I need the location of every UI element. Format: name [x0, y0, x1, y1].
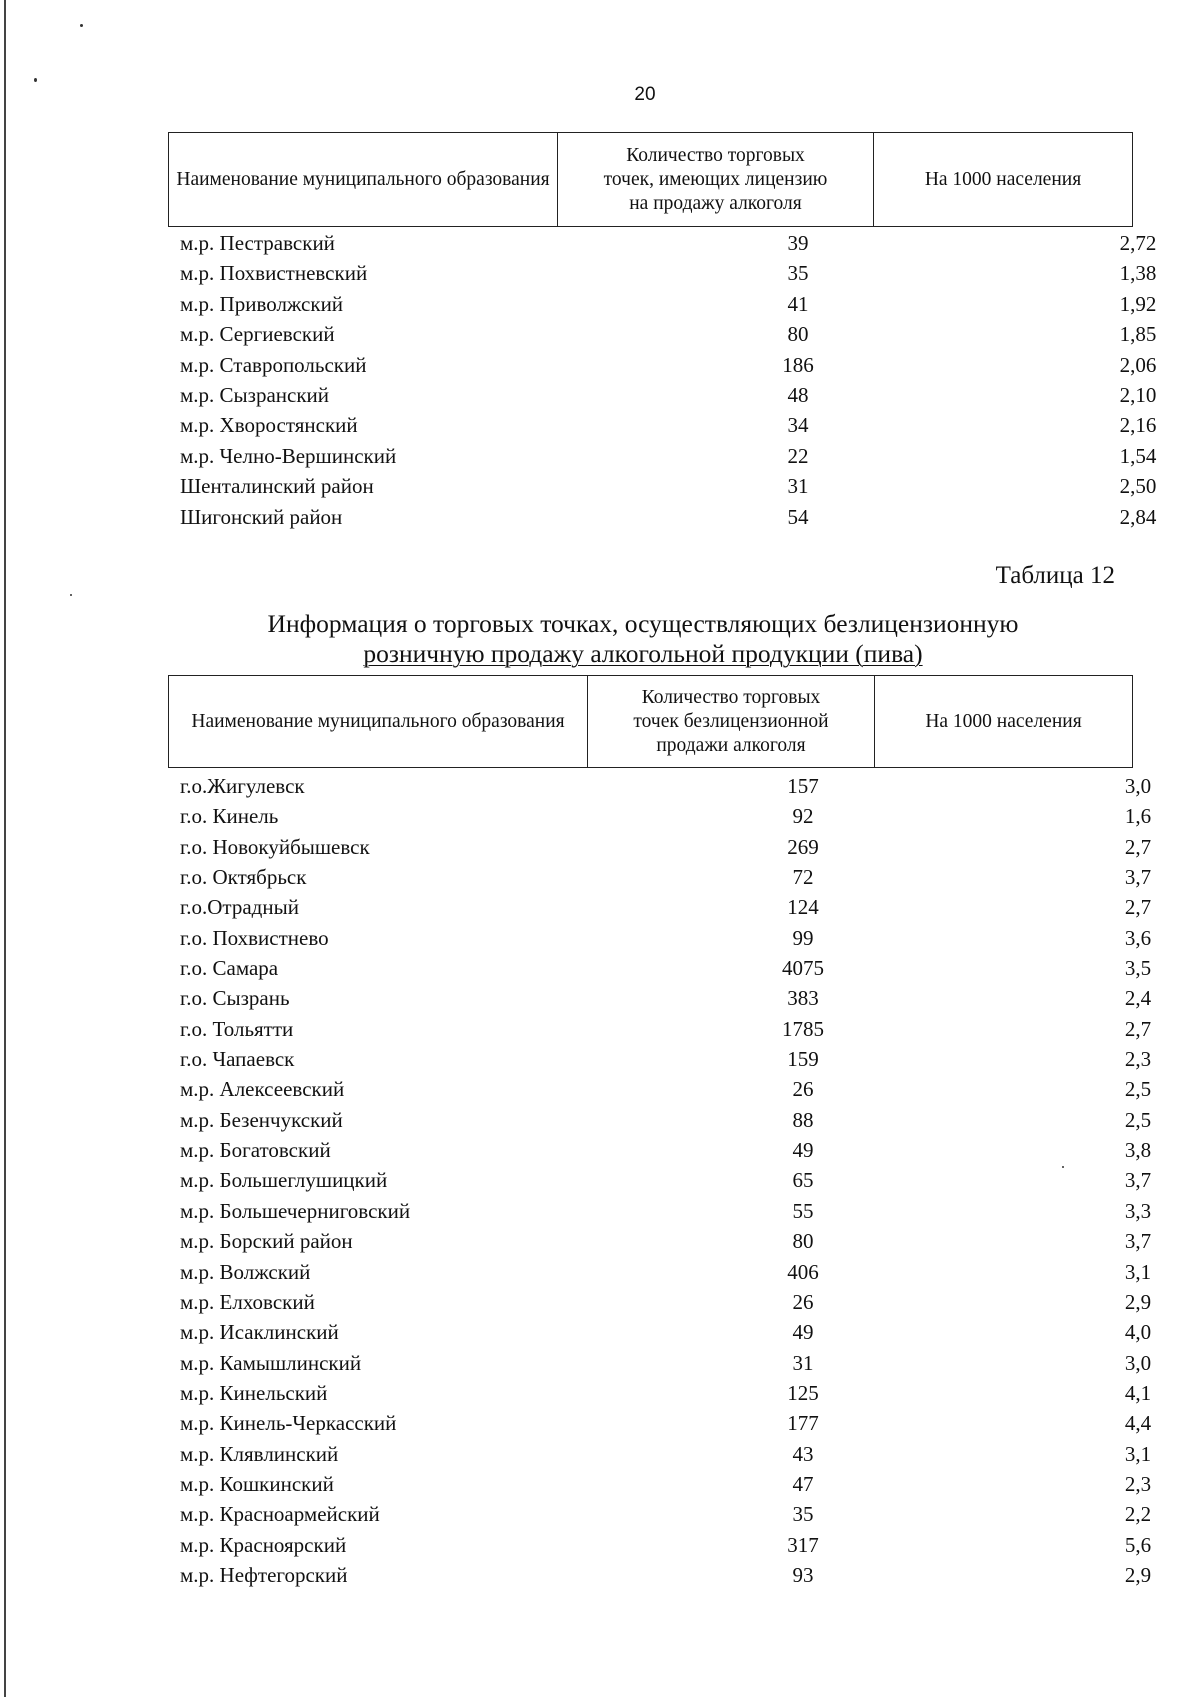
row-count: 80	[792, 1229, 814, 1254]
table-row	[168, 319, 1157, 349]
row-name: м.р. Борский район	[180, 1229, 353, 1254]
table-row	[168, 771, 1152, 801]
header-count-cell	[588, 676, 875, 768]
row-name: г.о. Похвистнево	[180, 925, 329, 950]
row-count: 48	[787, 382, 809, 407]
row-count: 80	[787, 322, 809, 347]
table-row	[168, 801, 1152, 831]
header-per1000-cell	[875, 676, 1133, 768]
table-row	[168, 1408, 1152, 1438]
row-count: 65	[792, 1168, 814, 1193]
row-per-1000: 2,06	[1119, 352, 1157, 377]
row-count: 72	[792, 865, 814, 890]
row-name: Шигонский район	[180, 504, 343, 529]
row-name: м.р. Хворостянский	[180, 413, 358, 438]
row-name: м.р. Большечерниговский	[180, 1198, 411, 1223]
row-name: м.р. Похвистневский	[180, 261, 368, 286]
row-name: м.р. Кинель-Черкасский	[180, 1411, 397, 1436]
row-name: м.р. Кинельский	[180, 1380, 328, 1405]
row-per-1000: 3,5	[1124, 956, 1152, 981]
row-name: м.р. Волжский	[180, 1259, 311, 1284]
row-per-1000: 1,92	[1119, 291, 1157, 316]
row-name: м.р. Сергиевский	[180, 322, 335, 347]
row-count: 35	[787, 261, 809, 286]
table-12-label: Таблица 12	[995, 562, 1115, 589]
row-count: 55	[792, 1198, 814, 1223]
table-row	[168, 1074, 1152, 1104]
row-count: 35	[792, 1502, 814, 1527]
table-row	[168, 1014, 1152, 1044]
row-count: 269	[787, 834, 819, 859]
row-count: 39	[787, 231, 809, 255]
table-row	[168, 862, 1152, 892]
table-12-header	[168, 675, 1133, 768]
table-12-body	[168, 771, 1152, 1590]
table-row	[168, 1287, 1152, 1317]
row-count: 177	[787, 1411, 819, 1436]
row-name: м.р. Красноармейский	[180, 1502, 380, 1527]
header-count-line: точек, имеющих лицензию	[603, 168, 828, 190]
row-name: м.р. Сызранский	[180, 382, 330, 407]
row-per-1000: 1,6	[1124, 804, 1152, 829]
table-row	[168, 1317, 1152, 1347]
row-count: 317	[787, 1532, 819, 1557]
row-per-1000: 2,9	[1124, 1289, 1152, 1314]
row-count: 31	[792, 1350, 814, 1375]
row-name: г.о. Октябрьск	[180, 865, 307, 890]
row-count: 22	[787, 443, 809, 468]
table-row	[168, 1257, 1152, 1287]
row-name: м.р. Богатовский	[180, 1138, 331, 1163]
table-row	[168, 1165, 1152, 1195]
row-per-1000: 2,4	[1124, 986, 1152, 1011]
table-row	[168, 953, 1152, 983]
row-count: 49	[792, 1138, 814, 1163]
row-name: г.о. Чапаевск	[180, 1047, 295, 1072]
row-name: м.р. Клявлинский	[180, 1441, 339, 1466]
row-count: 26	[792, 1077, 814, 1102]
row-name: м.р. Безенчукский	[180, 1107, 343, 1132]
table-row	[168, 441, 1157, 471]
row-per-1000: 2,3	[1124, 1047, 1152, 1072]
table-row	[168, 502, 1157, 532]
row-name: г.о. Тольятти	[180, 1016, 294, 1041]
row-name: г.о. Кинель	[180, 804, 279, 829]
row-per-1000: 4,0	[1124, 1320, 1152, 1345]
row-name: г.о. Самара	[180, 956, 279, 981]
table-row	[168, 1044, 1152, 1074]
header-name-cell	[169, 133, 558, 227]
table-row	[168, 1378, 1152, 1408]
row-per-1000: 3,7	[1124, 1229, 1152, 1254]
table-12-title-line: розничную продажу алкогольной продукции (пива)	[363, 639, 923, 668]
row-name: г.о.Жигулевск	[180, 774, 305, 798]
table-row	[168, 258, 1157, 288]
row-per-1000: 2,10	[1119, 382, 1157, 407]
table-row	[168, 1196, 1152, 1226]
table-row	[168, 923, 1152, 953]
row-per-1000: 1,38	[1119, 261, 1157, 286]
table-row	[168, 1560, 1152, 1590]
scan-speck	[80, 24, 83, 27]
header-count-line: на продажу алкоголя	[629, 192, 802, 214]
table-row	[168, 380, 1157, 410]
row-per-1000: 3,1	[1124, 1441, 1152, 1466]
header-count-line: Количество торговых	[626, 144, 805, 166]
row-per-1000: 2,5	[1124, 1077, 1152, 1102]
row-count: 157	[787, 774, 819, 798]
header-count-line: продажи алкоголя	[656, 734, 806, 756]
row-name: м.р. Пестравский	[180, 231, 335, 255]
scan-speck	[70, 594, 72, 596]
row-per-1000: 4,4	[1124, 1411, 1152, 1436]
row-count: 26	[792, 1289, 814, 1314]
row-name: г.о. Новокуйбышевск	[180, 834, 370, 859]
row-count: 1785	[782, 1016, 824, 1041]
table-row	[168, 228, 1157, 258]
row-count: 383	[787, 986, 819, 1011]
row-per-1000: 3,1	[1124, 1259, 1152, 1284]
row-per-1000: 2,84	[1119, 504, 1157, 529]
table-row	[168, 410, 1157, 440]
row-count: 159	[787, 1047, 819, 1072]
row-count: 43	[792, 1441, 814, 1466]
row-count: 49	[792, 1320, 814, 1345]
page-number: 20	[634, 84, 656, 105]
row-count: 31	[787, 474, 809, 499]
row-name: м.р. Исаклинский	[180, 1320, 339, 1345]
header-per1000-label: На 1000 населения	[925, 710, 1082, 732]
header-name-cell	[169, 676, 588, 768]
table-row	[168, 1105, 1152, 1135]
table-row	[168, 1135, 1152, 1165]
row-count: 125	[787, 1380, 819, 1405]
table-row	[168, 1469, 1152, 1499]
row-count: 88	[792, 1107, 814, 1132]
header-per1000-label: На 1000 населения	[924, 168, 1082, 190]
table-row	[168, 471, 1157, 501]
table-12-title	[168, 609, 1118, 669]
row-name: м.р. Алексеевский	[180, 1077, 345, 1102]
scan-speck	[34, 78, 37, 82]
row-count: 93	[792, 1562, 814, 1587]
row-per-1000: 2,7	[1124, 834, 1152, 859]
table-row	[168, 983, 1152, 1013]
row-name: г.о. Сызрань	[180, 986, 290, 1011]
header-name-label: Наименование муниципального образования	[191, 710, 565, 732]
row-per-1000: 5,6	[1124, 1532, 1152, 1557]
header-per1000-cell	[874, 133, 1133, 227]
row-name: м.р. Камышлинский	[180, 1350, 362, 1375]
row-per-1000: 3,0	[1124, 774, 1152, 798]
row-per-1000: 2,72	[1119, 231, 1157, 255]
row-per-1000: 2,7	[1124, 1016, 1152, 1041]
row-name: м.р. Елховский	[180, 1289, 315, 1314]
row-per-1000: 2,7	[1124, 895, 1152, 920]
row-count: 99	[792, 925, 814, 950]
table-row	[168, 1226, 1152, 1256]
row-per-1000: 2,50	[1119, 474, 1157, 499]
row-name: м.р. Ставропольский	[180, 352, 367, 377]
row-name: м.р. Большеглушицкий	[180, 1168, 388, 1193]
table-11-header	[168, 132, 1133, 227]
header-count-line: Количество торговых	[641, 686, 821, 708]
table-row	[168, 1439, 1152, 1469]
row-name: м.р. Приволжский	[180, 291, 344, 316]
row-count: 92	[792, 804, 814, 829]
row-per-1000: 1,85	[1119, 322, 1157, 347]
table-row	[168, 1530, 1152, 1560]
row-per-1000: 2,2	[1124, 1502, 1152, 1527]
row-name: г.о.Отрадный	[180, 895, 299, 920]
scan-edge-line	[4, 0, 6, 1697]
header-name-label: Наименование муниципального образования	[176, 168, 550, 190]
row-name: м.р. Кошкинский	[180, 1471, 334, 1496]
row-count: 34	[787, 413, 809, 438]
table-row	[168, 892, 1152, 922]
header-count-cell	[558, 133, 874, 227]
row-per-1000: 2,3	[1124, 1471, 1152, 1496]
row-per-1000: 3,7	[1124, 1168, 1152, 1193]
table-row	[168, 1348, 1152, 1378]
row-per-1000: 3,0	[1124, 1350, 1152, 1375]
row-per-1000: 3,6	[1124, 925, 1152, 950]
header-count-line: точек безлицензионной	[633, 710, 829, 732]
row-name: м.р. Челно-Вершинский	[180, 443, 397, 468]
row-count: 4075	[782, 956, 824, 981]
table-row	[168, 1499, 1152, 1529]
row-count: 41	[787, 291, 809, 316]
row-per-1000: 4,1	[1124, 1380, 1152, 1405]
row-name: м.р. Красноярский	[180, 1532, 347, 1557]
row-name: Шенталинский район	[180, 474, 374, 499]
table-12-title-line: Информация о торговых точках, осуществляющих безлицензионную	[267, 609, 1019, 638]
row-count: 186	[782, 352, 814, 377]
table-row	[168, 289, 1157, 319]
row-per-1000: 1,54	[1119, 443, 1157, 468]
row-per-1000: 2,9	[1124, 1562, 1152, 1587]
table-11-body	[168, 228, 1157, 532]
row-per-1000: 3,7	[1124, 865, 1152, 890]
table-row	[168, 350, 1157, 380]
row-count: 47	[792, 1471, 814, 1496]
row-per-1000: 3,8	[1124, 1138, 1152, 1163]
table-row	[168, 832, 1152, 862]
row-per-1000: 3,3	[1124, 1198, 1152, 1223]
row-count: 54	[787, 504, 809, 529]
row-per-1000: 2,5	[1124, 1107, 1152, 1132]
row-count: 124	[787, 895, 819, 920]
row-per-1000: 2,16	[1119, 413, 1157, 438]
row-count: 406	[787, 1259, 819, 1284]
row-name: м.р. Нефтегорский	[180, 1562, 348, 1587]
